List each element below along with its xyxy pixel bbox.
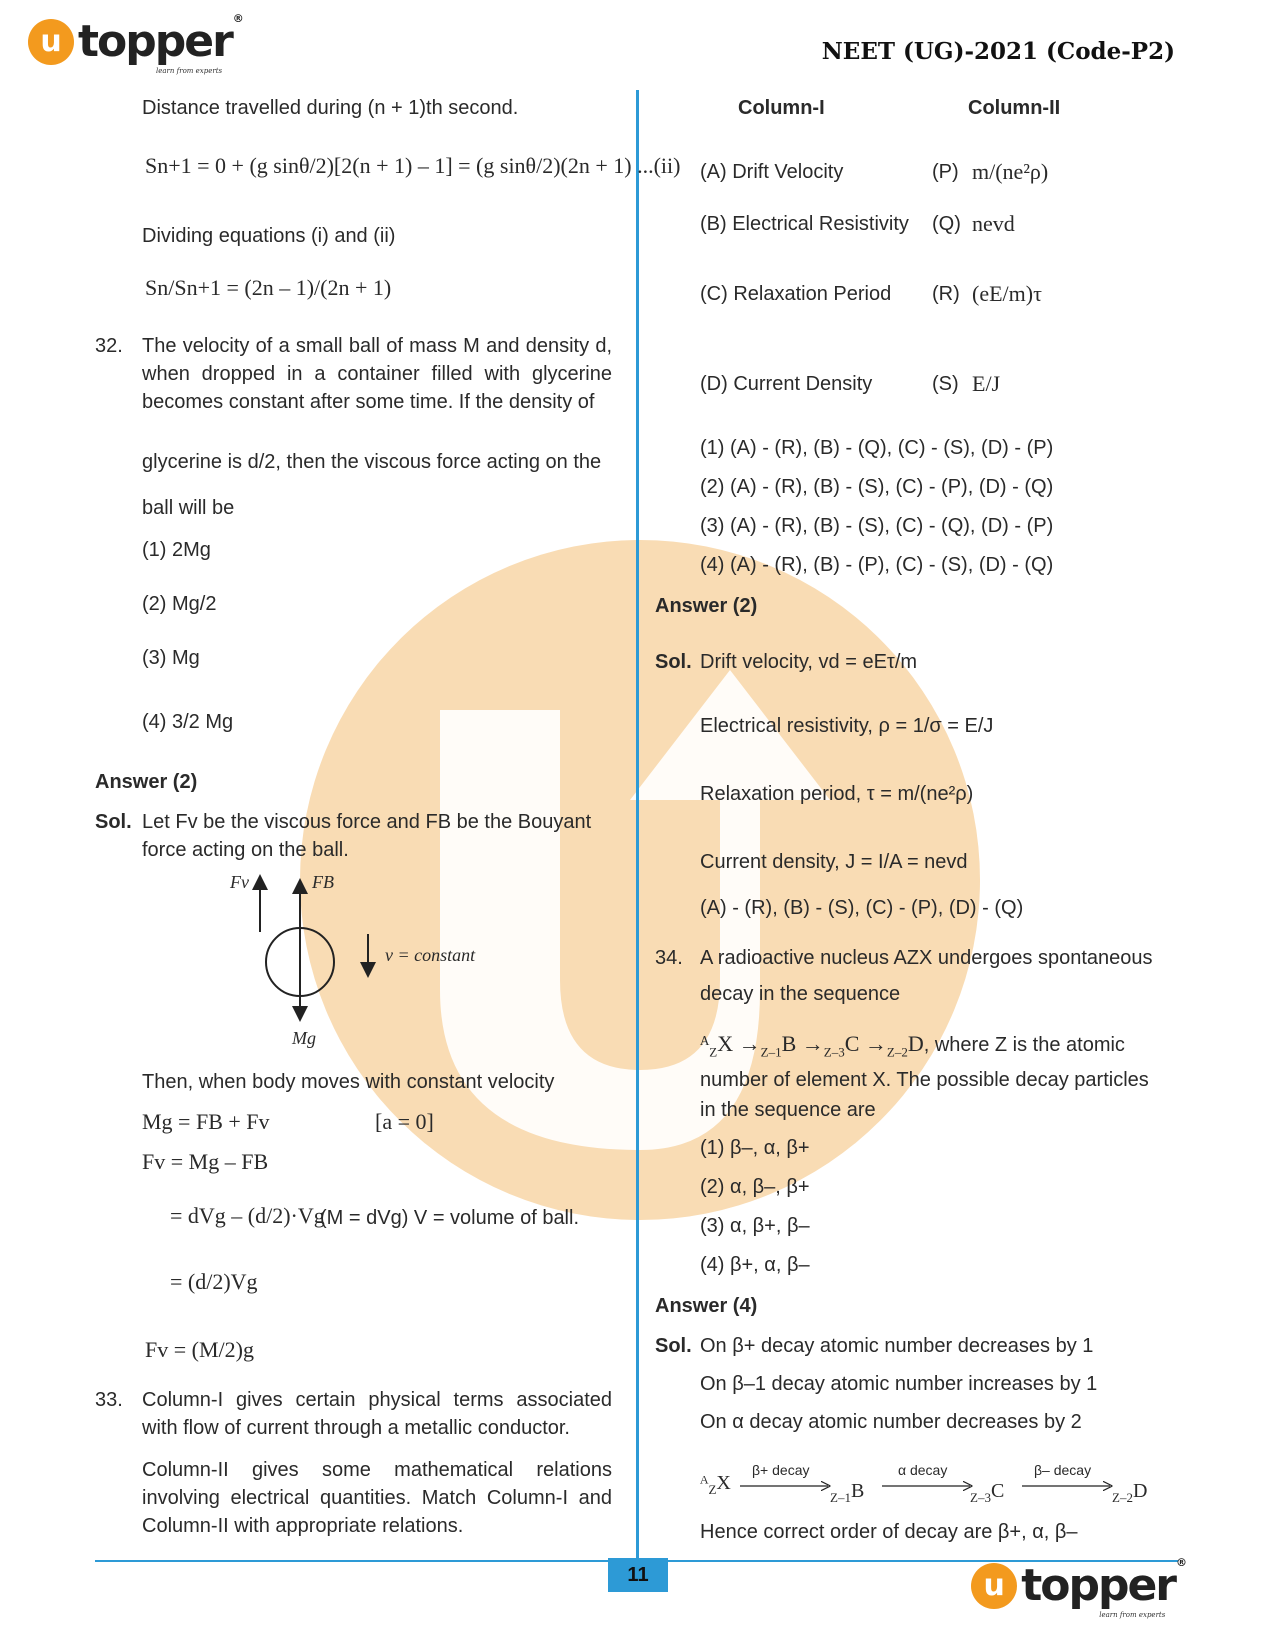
logo-word: topper — [1021, 1560, 1175, 1611]
equation-sn1: Sn+1 = 0 + (g sinθ/2)[2(n + 1) – 1] = (g sinθ/2)(2n + 1) ...(ii) — [145, 153, 681, 178]
logo-registered: ® — [232, 12, 244, 25]
row-p-label: (P) — [932, 161, 959, 183]
q32-option-4: (4) 3/2 Mg — [142, 711, 234, 733]
row-d-term: (D) Current Density — [700, 373, 873, 395]
question-32-number: 32. — [95, 335, 123, 357]
q33-option-4: (4) (A) - (R), (B) - (P), (C) - (S), (D) - (Q) — [700, 554, 1054, 576]
page-number: 11 — [608, 1558, 668, 1592]
question-32-glycerine: glycerine is d/2, then the viscous force acting on the — [142, 451, 602, 473]
sol33-result: (A) - (R), (B) - (S), (C) - (P), (D) - (Q) — [700, 897, 1024, 919]
q32-option-2: (2) Mg/2 — [142, 593, 217, 615]
column-i-header: Column-I — [738, 97, 825, 119]
sol34-line2: On β–1 decay atomic number increases by 1 — [700, 1373, 1098, 1395]
solution-label: Sol. — [655, 651, 692, 673]
ratio-equation: Sn/Sn+1 = (2n – 1)/(2n + 1) — [145, 275, 392, 300]
sol33-drift: Drift velocity, vd = eEτ/m — [700, 651, 918, 673]
q32-option-1: (1) 2Mg — [142, 539, 211, 561]
row-a-term: (A) Drift Velocity — [700, 161, 844, 183]
equation-a0: [a = 0] — [375, 1109, 434, 1134]
row-q-relation: nevd — [972, 211, 1015, 236]
footer-logo — [971, 1556, 1187, 1619]
question-33-para2: Column-II gives some mathematical relations involving electrical quantities. Match Column-I and Column-II with appropriate relations. — [142, 1459, 612, 1537]
then-line: Then, when body moves with constant velocity — [142, 1071, 555, 1093]
question-34-line1: A radioactive nucleus AZX undergoes spontaneous — [700, 947, 1153, 969]
exam-title: NEET (UG)-2021 (Code-P2) — [821, 38, 1175, 65]
q33-answer: Answer (2) — [655, 595, 758, 617]
question-34-sequence — [700, 1030, 1125, 1066]
column-ii-header: Column-II — [968, 97, 1061, 119]
question-34-line5: in the sequence are — [700, 1099, 876, 1121]
equation-dvg-note: (M = dVg) V = volume of ball. — [320, 1207, 580, 1229]
logo-registered: ® — [1176, 1556, 1187, 1569]
logo-word: topper — [78, 16, 232, 67]
row-c-term: (C) Relaxation Period — [700, 283, 892, 305]
label-mg: Mg — [292, 1028, 316, 1048]
question-32-text: The velocity of a small ball of mass M and density d, when dropped in a container filled with glycerine becomes constant after some time. If the density of — [142, 335, 612, 413]
header-logo — [28, 12, 244, 75]
sequence-tail: , where Z is the atomic — [923, 1034, 1125, 1056]
decay-product-c: $_{Z-3}$C — [970, 1480, 1005, 1505]
equation-fv: Fv = Mg – FB — [142, 1149, 269, 1174]
q34-option-1: (1) β–, α, β+ — [700, 1137, 810, 1159]
sol32-line1: Let Fv be the viscous force and FB be the Bouyant — [142, 811, 592, 833]
decay-label-1: β+ decay — [752, 1462, 810, 1478]
logo-tagline: learn from experts — [1099, 1611, 1166, 1619]
sol34-line3: On α decay atomic number decreases by 2 — [700, 1411, 1082, 1433]
question-33-number: 33. — [95, 1389, 123, 1411]
equation-d2vg: = (d/2)Vg — [170, 1269, 258, 1294]
solution-label: Sol. — [95, 811, 132, 833]
dividing-line: Dividing equations (i) and (ii) — [142, 225, 396, 247]
q32-answer: Answer (2) — [95, 771, 198, 793]
q34-option-3: (3) α, β+, β– — [700, 1215, 810, 1237]
logo-u-icon: u — [28, 19, 74, 65]
equation-final: Fv = (M/2)g — [145, 1337, 254, 1362]
row-b-term: (B) Electrical Resistivity — [700, 213, 909, 235]
sol33-current: Current density, J = I/A = nevd — [700, 851, 968, 873]
question-32-ball: ball will be — [142, 497, 235, 519]
q33-option-2: (2) (A) - (R), (B) - (S), (C) - (P), (D) - (Q) — [700, 476, 1054, 498]
solution-label: Sol. — [655, 1335, 692, 1357]
logo-tagline: learn from experts — [156, 67, 223, 75]
sol33-resistivity: Electrical resistivity, ρ = 1/σ = E/J — [700, 715, 994, 737]
label-v-constant: v = constant — [385, 945, 476, 965]
q32-option-3: (3) Mg — [142, 647, 200, 669]
decay-label-2: α decay — [898, 1462, 948, 1478]
q34-option-2: (2) α, β–, β+ — [700, 1176, 810, 1198]
q34-option-4: (4) β+, α, β– — [700, 1254, 810, 1276]
q33-option-3: (3) (A) - (R), (B) - (S), (C) - (Q), (D) - (P) — [700, 515, 1054, 537]
question-34-number: 34. — [655, 947, 683, 969]
decay-product-b: $_{Z-1}$B — [830, 1480, 865, 1505]
question-34-line4: number of element X. The possible decay particles — [700, 1069, 1149, 1091]
row-s-label: (S) — [932, 373, 959, 395]
q34-answer: Answer (4) — [655, 1295, 758, 1317]
equation-mg: Mg = FB + Fv — [142, 1109, 270, 1134]
sol34-line1: On β+ decay atomic number decreases by 1 — [700, 1335, 1094, 1357]
logo-u-icon: u — [971, 1563, 1017, 1609]
column-divider — [636, 90, 639, 1570]
distance-line: Distance travelled during (n + 1)th second. — [142, 97, 519, 119]
question-33-para1: Column-I gives certain physical terms associated with flow of current through a metallic conductor. — [142, 1389, 612, 1439]
label-fv: Fv — [230, 872, 249, 892]
row-r-relation: (eE/m)τ — [972, 281, 1042, 306]
row-s-relation: E/J — [972, 371, 1001, 396]
question-34-line2: decay in the sequence — [700, 983, 901, 1005]
decay-label-3: β– decay — [1034, 1462, 1092, 1478]
decay-product-d: $_{Z-2}$D — [1112, 1480, 1148, 1505]
equation-dvg: = dVg – (d/2)·Vg — [170, 1203, 325, 1228]
label-fb: FB — [312, 872, 334, 892]
decay-sequence-math: ᴬ$_Z$X $\to_{Z-1}B \to_{Z-3}C \to_{Z-2}D$ — [700, 1031, 924, 1060]
row-p-relation: m/(ne²ρ) — [972, 159, 1049, 184]
sol32-line2: force acting on the ball. — [142, 839, 349, 861]
row-q-label: (Q) — [932, 213, 961, 235]
row-r-label: (R) — [932, 283, 960, 305]
sol33-relaxation: Relaxation period, τ = m/(ne²ρ) — [700, 783, 974, 805]
q33-option-1: (1) (A) - (R), (B) - (Q), (C) - (S), (D) - (P) — [700, 437, 1054, 459]
decay-chain-start: ᴬ$_Z$X — [700, 1472, 731, 1497]
sol34-conclusion: Hence correct order of decay are β+, α, β– — [700, 1521, 1078, 1543]
